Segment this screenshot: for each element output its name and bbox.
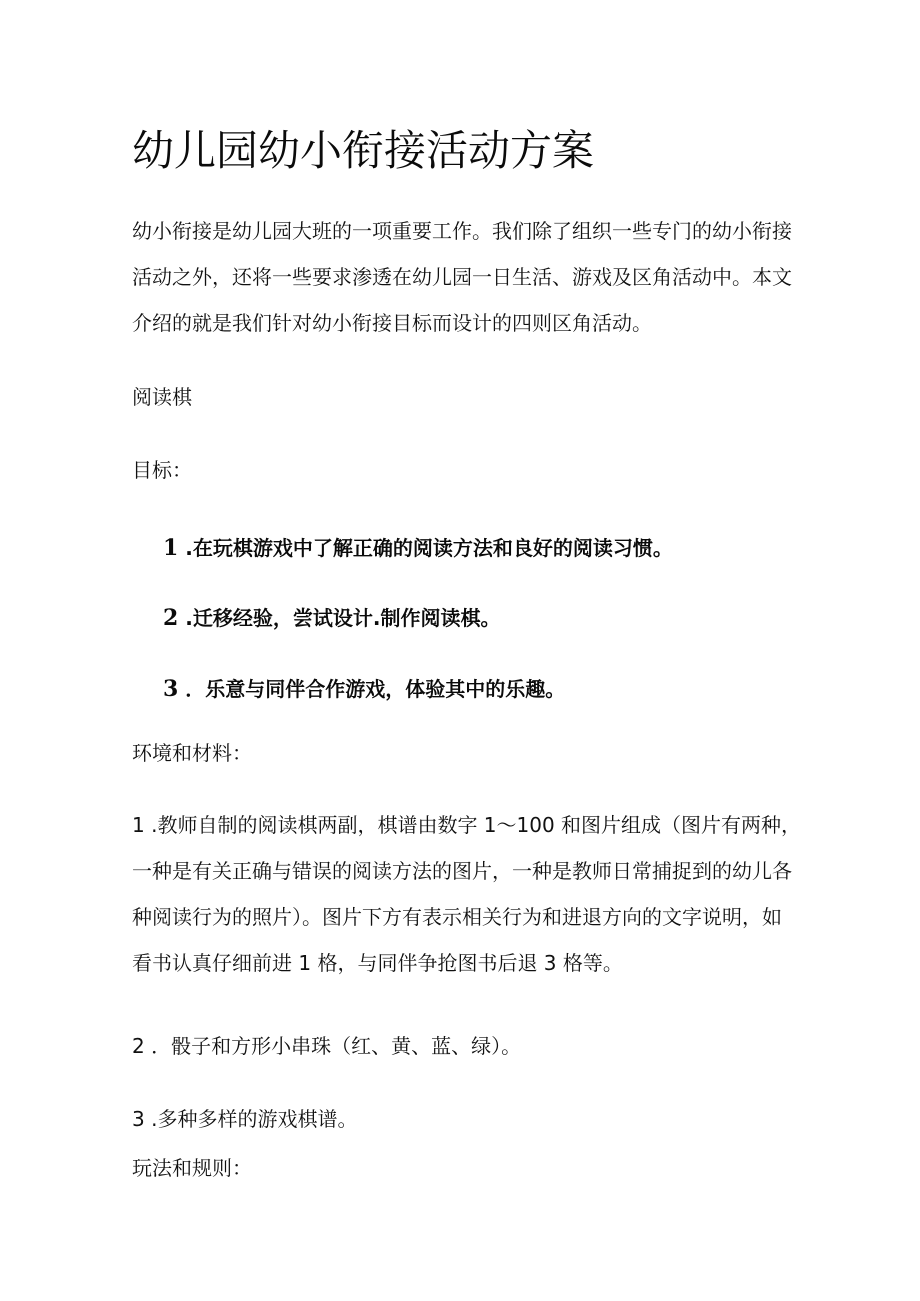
goal-item bbox=[163, 674, 565, 704]
goal-separator: . bbox=[178, 606, 193, 630]
goal-item bbox=[163, 603, 500, 633]
section-title: 阅读棋 bbox=[132, 385, 192, 409]
material-item-3: 3 .多种多样的游戏棋谱。 bbox=[132, 1107, 358, 1131]
goal-number: 2 bbox=[163, 605, 179, 631]
intro-line: 介绍的就是我们针对幼小衔接目标而设计的四则区角活动。 bbox=[132, 311, 652, 335]
goal-text: 乐意与同伴合作游戏，体验其中的乐趣。 bbox=[205, 677, 566, 701]
material-line: 1 .教师自制的阅读棋两副，棋谱由数字 1～100 和图片组成（图片有两种， bbox=[132, 813, 802, 837]
intro-line: 幼小衔接是幼儿园大班的一项重要工作。我们除了组织一些专门的幼小衔接 bbox=[132, 219, 792, 243]
goal-text: 迁移经验，尝试设计.制作阅读棋。 bbox=[192, 606, 501, 630]
intro-paragraph bbox=[132, 208, 797, 346]
materials-heading: 环境和材料： bbox=[132, 741, 252, 765]
material-line: 看书认真仔细前进 1 格，与同伴争抢图书后退 3 格等。 bbox=[132, 951, 623, 975]
goal-item bbox=[163, 533, 673, 563]
material-item-2: 2 ．骰子和方形小串珠（红、黄、蓝、绿）。 bbox=[132, 1034, 522, 1058]
goals-heading: 目标： bbox=[132, 458, 192, 482]
goal-separator: . bbox=[178, 536, 193, 560]
goal-text: 在玩棋游戏中了解正确的阅读方法和良好的阅读习惯。 bbox=[192, 536, 673, 560]
goal-number: 1 bbox=[163, 535, 179, 561]
goal-separator: ． bbox=[178, 677, 206, 701]
goal-number: 3 bbox=[163, 676, 179, 702]
intro-line: 活动之外，还将一些要求渗透在幼儿园一日生活、游戏及区角活动中。本文 bbox=[132, 265, 792, 289]
rules-heading: 玩法和规则： bbox=[132, 1156, 252, 1180]
material-line: 一种是有关正确与错误的阅读方法的图片，一种是教师日常捕捉到的幼儿各 bbox=[132, 859, 792, 883]
material-line: 种阅读行为的照片）。图片下方有表示相关行为和进退方向的文字说明，如 bbox=[132, 905, 782, 929]
document-title: 幼儿园幼小衔接活动方案 bbox=[132, 126, 595, 175]
material-item-1 bbox=[132, 802, 802, 986]
